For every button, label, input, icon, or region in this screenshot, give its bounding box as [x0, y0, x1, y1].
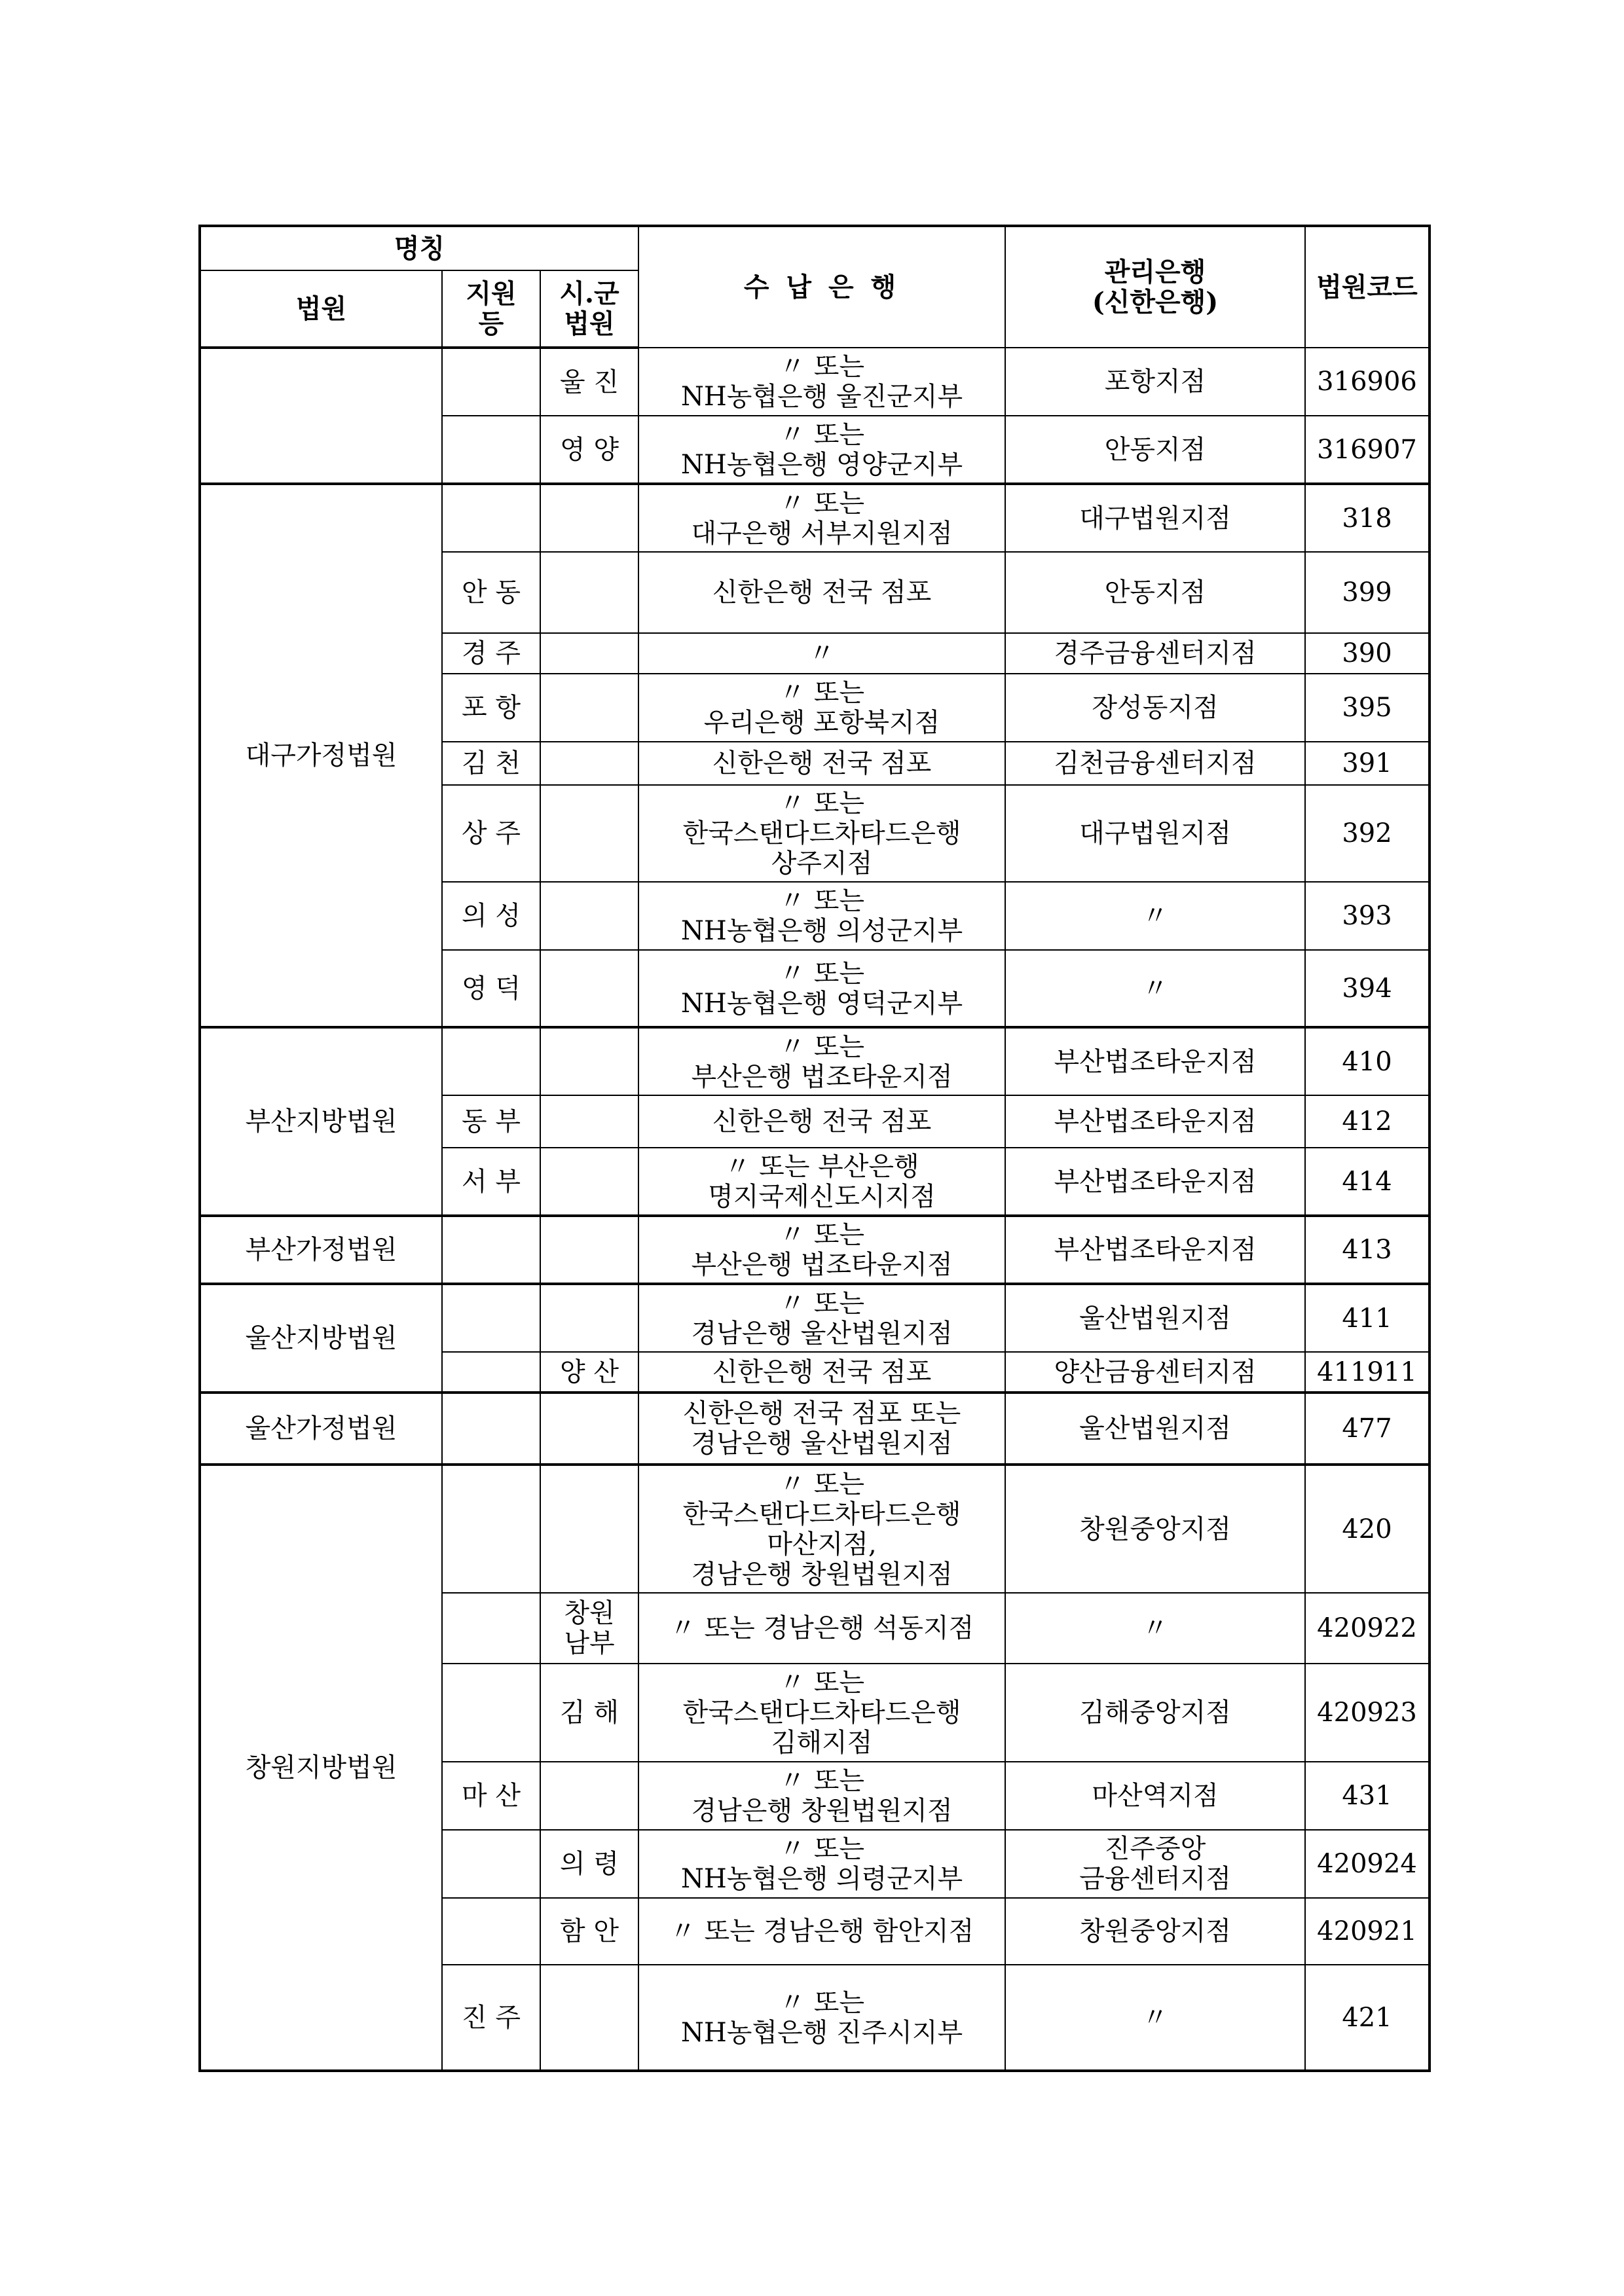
managing-bank-cell: 울산법원지점 [1005, 1393, 1305, 1465]
receiving-bank-cell: 〃 또는 경남은행 창원법원지점 [638, 1762, 1005, 1830]
city-cell [540, 1216, 638, 1284]
managing-bank-cell: 〃 [1005, 1593, 1305, 1664]
city-cell [540, 950, 638, 1027]
branch-cell: 영 덕 [442, 950, 540, 1027]
managing-bank-cell: 안동지점 [1005, 416, 1305, 484]
branch-cell [442, 1465, 540, 1593]
city-cell: 함 안 [540, 1898, 638, 1965]
city-cell: 영 양 [540, 416, 638, 484]
city-cell [540, 484, 638, 552]
branch-cell [442, 1352, 540, 1393]
branch-cell [442, 1393, 540, 1465]
city-cell [540, 552, 638, 633]
receiving-bank-cell: 신한은행 전국 점포 [638, 1095, 1005, 1148]
receiving-bank-cell: 신한은행 전국 점포 [638, 742, 1005, 785]
branch-cell: 서 부 [442, 1148, 540, 1216]
managing-bank-cell: 〃 [1005, 882, 1305, 950]
court-code-cell: 399 [1305, 552, 1430, 633]
managing-bank-cell: 부산법조타운지점 [1005, 1027, 1305, 1095]
managing-bank-cell: 〃 [1005, 1965, 1305, 2071]
court-cell: 창원지방법원 [200, 1465, 442, 2071]
city-cell [540, 1465, 638, 1593]
city-cell: 창원 남부 [540, 1593, 638, 1664]
city-cell: 김 해 [540, 1664, 638, 1762]
managing-bank-cell: 부산법조타운지점 [1005, 1148, 1305, 1216]
managing-bank-cell: 창원중앙지점 [1005, 1898, 1305, 1965]
receiving-bank-cell: 〃 또는 경남은행 석동지점 [638, 1593, 1005, 1664]
court-code-cell: 420921 [1305, 1898, 1430, 1965]
managing-bank-cell: 마산역지점 [1005, 1762, 1305, 1830]
header-court: 법원 [200, 270, 442, 348]
receiving-bank-cell: 〃 또는 부산은행 법조타운지점 [638, 1216, 1005, 1284]
city-cell [540, 674, 638, 742]
managing-bank-cell: 포항지점 [1005, 348, 1305, 416]
city-cell [540, 1095, 638, 1148]
branch-cell: 상 주 [442, 785, 540, 882]
branch-cell [442, 1284, 540, 1352]
managing-bank-cell: 부산법조타운지점 [1005, 1216, 1305, 1284]
managing-bank-cell: 양산금융센터지점 [1005, 1352, 1305, 1393]
branch-cell: 마 산 [442, 1762, 540, 1830]
court-code-cell: 410 [1305, 1027, 1430, 1095]
branch-cell [442, 416, 540, 484]
court-code-cell: 413 [1305, 1216, 1430, 1284]
managing-bank-cell: 김천금융센터지점 [1005, 742, 1305, 785]
court-code-cell: 395 [1305, 674, 1430, 742]
branch-cell [442, 348, 540, 416]
receiving-bank-cell: 〃 또는 부산은행 명지국제신도시지점 [638, 1148, 1005, 1216]
court-cell: 부산지방법원 [200, 1027, 442, 1216]
managing-bank-cell: 경주금융센터지점 [1005, 633, 1305, 674]
receiving-bank-cell: 〃 또는 우리은행 포항북지점 [638, 674, 1005, 742]
court-code-cell: 412 [1305, 1095, 1430, 1148]
receiving-bank-cell: 〃 또는 부산은행 법조타운지점 [638, 1027, 1005, 1095]
city-cell [540, 633, 638, 674]
court-code-cell: 394 [1305, 950, 1430, 1027]
city-cell [540, 1393, 638, 1465]
court-code-cell: 392 [1305, 785, 1430, 882]
receiving-bank-cell: 〃 또는 NH농협은행 진주시지부 [638, 1965, 1005, 2071]
court-code-cell: 414 [1305, 1148, 1430, 1216]
branch-cell [442, 1830, 540, 1898]
header-court-code: 법원코드 [1305, 226, 1430, 348]
court-code-cell: 390 [1305, 633, 1430, 674]
branch-cell [442, 1593, 540, 1664]
court-code-cell: 420922 [1305, 1593, 1430, 1664]
court-bank-table [198, 225, 1431, 2072]
city-cell: 의 령 [540, 1830, 638, 1898]
managing-bank-cell: 안동지점 [1005, 552, 1305, 633]
header-branch: 지원 등 [442, 270, 540, 348]
city-cell [540, 1965, 638, 2071]
city-cell [540, 1284, 638, 1352]
header-name: 명칭 [200, 226, 638, 270]
court-cell: 울산가정법원 [200, 1393, 442, 1465]
court-code-cell: 421 [1305, 1965, 1430, 2071]
receiving-bank-cell: 〃 또는 NH농협은행 의령군지부 [638, 1830, 1005, 1898]
receiving-bank-cell: 〃 또는 경남은행 울산법원지점 [638, 1284, 1005, 1352]
branch-cell: 김 천 [442, 742, 540, 785]
managing-bank-cell: 대구법원지점 [1005, 484, 1305, 552]
branch-cell [442, 1027, 540, 1095]
branch-cell: 의 성 [442, 882, 540, 950]
city-cell [540, 785, 638, 882]
court-cell [200, 348, 442, 484]
receiving-bank-cell: 〃 또는 대구은행 서부지원지점 [638, 484, 1005, 552]
managing-bank-cell: 장성동지점 [1005, 674, 1305, 742]
branch-cell: 동 부 [442, 1095, 540, 1148]
receiving-bank-cell: 신한은행 전국 점포 또는 경남은행 울산법원지점 [638, 1393, 1005, 1465]
receiving-bank-cell: 신한은행 전국 점포 [638, 1352, 1005, 1393]
city-cell [540, 1148, 638, 1216]
managing-bank-cell: 〃 [1005, 950, 1305, 1027]
branch-cell [442, 484, 540, 552]
court-code-cell: 420 [1305, 1465, 1430, 1593]
receiving-bank-cell: 〃 또는 NH농협은행 울진군지부 [638, 348, 1005, 416]
city-cell: 양 산 [540, 1352, 638, 1393]
city-cell [540, 1762, 638, 1830]
court-code-cell: 411 [1305, 1284, 1430, 1352]
court-code-cell: 393 [1305, 882, 1430, 950]
city-cell: 울 진 [540, 348, 638, 416]
managing-bank-cell: 대구법원지점 [1005, 785, 1305, 882]
branch-cell: 경 주 [442, 633, 540, 674]
receiving-bank-cell: 〃 또는 경남은행 함안지점 [638, 1898, 1005, 1965]
court-code-cell: 477 [1305, 1393, 1430, 1465]
header-managing-bank: 관리은행 (신한은행) [1005, 226, 1305, 348]
court-cell: 대구가정법원 [200, 484, 442, 1027]
court-cell: 부산가정법원 [200, 1216, 442, 1284]
receiving-bank-cell: 〃 또는 NH농협은행 영덕군지부 [638, 950, 1005, 1027]
receiving-bank-cell: 〃 [638, 633, 1005, 674]
receiving-bank-cell: 〃 또는 NH농협은행 영양군지부 [638, 416, 1005, 484]
receiving-bank-cell: 〃 또는 한국스탠다드차타드은행 마산지점, 경남은행 창원법원지점 [638, 1465, 1005, 1593]
branch-cell [442, 1216, 540, 1284]
branch-cell: 안 동 [442, 552, 540, 633]
receiving-bank-cell: 〃 또는 한국스탠다드차타드은행 상주지점 [638, 785, 1005, 882]
header-receiving-bank: 수 납 은 행 [638, 226, 1005, 348]
header-city: 시.군 법원 [540, 270, 638, 348]
managing-bank-cell: 진주중앙 금융센터지점 [1005, 1830, 1305, 1898]
receiving-bank-cell: 〃 또는 NH농협은행 의성군지부 [638, 882, 1005, 950]
city-cell [540, 1027, 638, 1095]
managing-bank-cell: 창원중앙지점 [1005, 1465, 1305, 1593]
receiving-bank-cell: 〃 또는 한국스탠다드차타드은행 김해지점 [638, 1664, 1005, 1762]
court-code-cell: 316907 [1305, 416, 1430, 484]
court-code-cell: 316906 [1305, 348, 1430, 416]
managing-bank-cell: 부산법조타운지점 [1005, 1095, 1305, 1148]
managing-bank-cell: 김해중앙지점 [1005, 1664, 1305, 1762]
court-code-cell: 420923 [1305, 1664, 1430, 1762]
court-code-cell: 411911 [1305, 1352, 1430, 1393]
city-cell [540, 742, 638, 785]
branch-cell: 포 항 [442, 674, 540, 742]
court-code-cell: 318 [1305, 484, 1430, 552]
court-code-cell: 391 [1305, 742, 1430, 785]
managing-bank-cell: 울산법원지점 [1005, 1284, 1305, 1352]
branch-cell: 진 주 [442, 1965, 540, 2071]
receiving-bank-cell: 신한은행 전국 점포 [638, 552, 1005, 633]
branch-cell [442, 1664, 540, 1762]
city-cell [540, 882, 638, 950]
court-code-cell: 431 [1305, 1762, 1430, 1830]
branch-cell [442, 1898, 540, 1965]
court-cell: 울산지방법원 [200, 1284, 442, 1393]
court-code-cell: 420924 [1305, 1830, 1430, 1898]
